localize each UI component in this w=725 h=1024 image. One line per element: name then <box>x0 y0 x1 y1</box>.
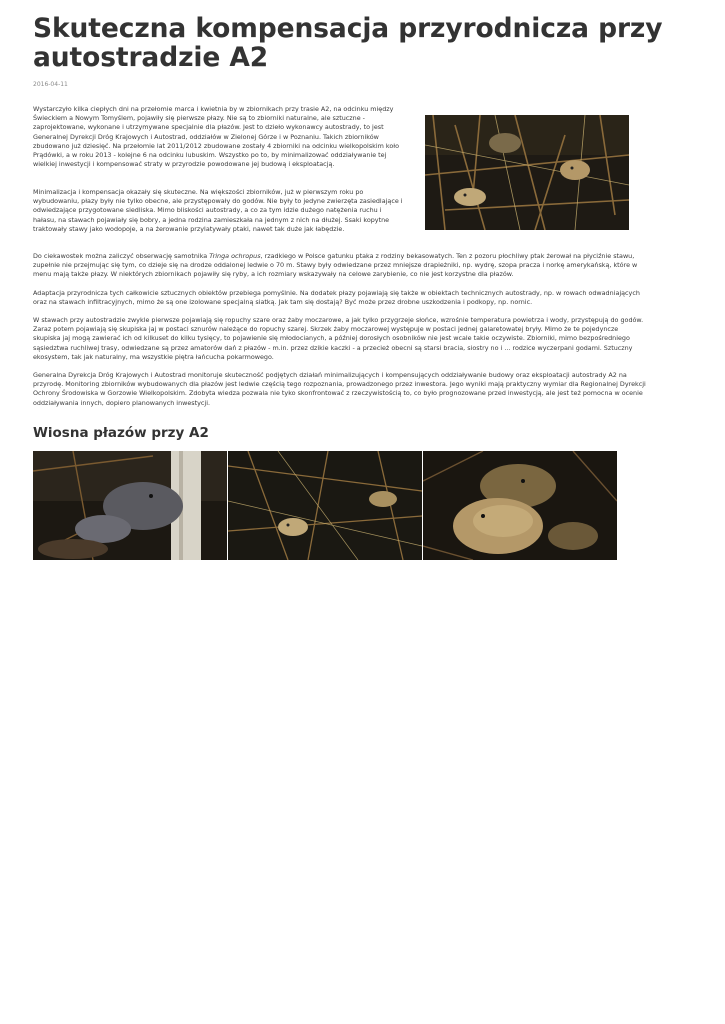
species-name: Tringa ochropus <box>209 252 261 260</box>
frogs-in-water-photo[interactable] <box>228 451 422 560</box>
paragraph-1: Wystarczyło kilka ciepłych dni na przełomie marca i kwietnia by w zbiornikach przy trasie A2, na odcinku między Świeckiem a Nowym Tomyślem, pojawiły się pierwsze płazy. Nie są to zbiorniki naturalne, ale sztuczne - zaprojektowane, wykonane i utrzymywane specjalnie dla płazów. Jest to dzieło wykonawcy autostrady, to jest Generalnej Dyrekcji Dróg Krajowych i Autostrad, oddziałów w Zielonej Górze i w Poznaniu. Takich zbiorników zbudowano już dziesięć. Na przełomie lat 2011/2012 zbudowane zostały 4 zbiorniki na odcinku wielkopolskim koło Prądówki, a w roku 2013 - kolejne 6 na odcinku lubuskim. Wszystko po to, by minimalizować oddziaływanie tej wielkiej inwestycji i kompensować straty w przyrodzie powodowane jej budową i eksploatacją. <box>33 105 399 169</box>
photo-gallery <box>33 451 617 560</box>
paragraph-5: W stawach przy autostradzie zwykle pierwsze pojawiają się ropuchy szare oraz żaby moczarowe, a jak tylko przygrzeje słońce, wzrośnie temperatura powietrza i wody, przystępują do godów. Zaraz potem pojawiają się skupiska jaj w postaci sznurów należące do ropuchy szarej. Skrzek żaby moczarowej występuje w postaci jednej galaretowatej bryły. Mimo że te pojedyncze skupiska jaj mogą zawierać ich od kilkuset do kilku tysięcy, to pojawienie się młodocianych, a później dorosłych osobników nie jest wcale takie oczywiste. Zbiorniki, mimo bezpośredniego sąsiedztwa ruchliwej trasy, odwiedzane są przez amatorów dań z płazów - m.in. przez dzikie kaczki - a przecież obecni są starsi bracia, siostry no i ... rodzice wyczerpani godami. Sztuczny ekosystem, tak jak naturalny, ma wszystkie piętra łańcucha pokarmowego. <box>33 316 644 361</box>
paragraph-2: Minimalizacja i kompensacja okazały się skuteczne. Na większości zbiorników, już w pierwszym roku po wybudowaniu, płazy były nie tylko obecne, ale przystępowały do godów. Nie były to jedyne zwierzęta zasiedlające i odwiedzające przygotowane siedliska. Mimo bliskości autostrady, a co za tym idzie dużego natężenia ruchu i hałasu, na stawach pojawiały się bobry, a jedna rodzina zamieszkała na jednym z nich na dłużej. Ssaki kopytne traktowały stawy jako wodopoje, a na żerowanie przylatywały ptaki, nawet tak duże jak łabędzie. <box>33 188 403 233</box>
paragraph-4: Adaptacja przyrodnicza tych całkowicie sztucznych obiektów przebiega pomyślnie. Na dodatek płazy pojawiają się także w obiektach technicznych autostrady, np. w rowach odwadniających oraz na stawach infiltracyjnych, mimo że są one izolowane specjalną siatką. Jak tam się dostają? Być może przez drobne uszkodzenia i podkopy, np. nornic. <box>33 289 640 307</box>
gallery-heading: Wiosna płazów przy A2 <box>33 425 209 441</box>
toad-on-post-photo[interactable] <box>33 451 227 560</box>
frogs-in-pond-photo[interactable] <box>425 115 629 230</box>
article-title: Skuteczna kompensacja przyrodnicza przy autostradzie A2 <box>33 13 663 73</box>
paragraph-3 <box>33 252 647 280</box>
article-date: 2016-04-11 <box>33 81 68 88</box>
toads-closeup-photo[interactable] <box>423 451 617 560</box>
paragraph-3-text-before: Do ciekawostek można zaliczyć obserwację samotnika <box>33 252 210 260</box>
paragraph-6: Generalna Dyrekcja Dróg Krajowych i Autostrad monitoruje skuteczność podjętych działań minimalizujących i kompensujących oddziaływanie budowy oraz eksploatacji autostrady A2 na przyrodę. Monitoring zbiorników wybudowanych dla płazów jest ledwie częścią tego rozpoznania, prowadzonego przez inwestora. Jego wyniki mają praktyczny wymiar dla Regionalnej Dyrekcji Ochrony Środowiska w Gorzowie Wielkopolskim. Zdobyta wiedza pozwala nie tyko skonfrontować z rzeczywistością to, co było prognozowane przed inwestycją, ale jest też pomocna w ocenie oddziaływania innych, dopiero planowanych inwestycji. <box>33 371 646 407</box>
paragraph-3-text-after: , rzadkiego w Polsce gatunku ptaka z rodziny bekasowatych. Ten z pozoru płochliwy ptak żerował na płyciźnie stawu, zupełnie nie przejmując się tym, co dzieje się na drodze oddalonej ledwie o 70 m. Stawy były odwiedzane przez mniejsze drapieżniki, np. wydrę, szopa pracza i norkę amerykańską, które w menu mają także płazy. W niektórych zbiornikach pojawiły się ryby, a ich rozmiary wskazywały na celowe zarybienie, co nie jest korzystne dla płazów. <box>33 252 638 279</box>
